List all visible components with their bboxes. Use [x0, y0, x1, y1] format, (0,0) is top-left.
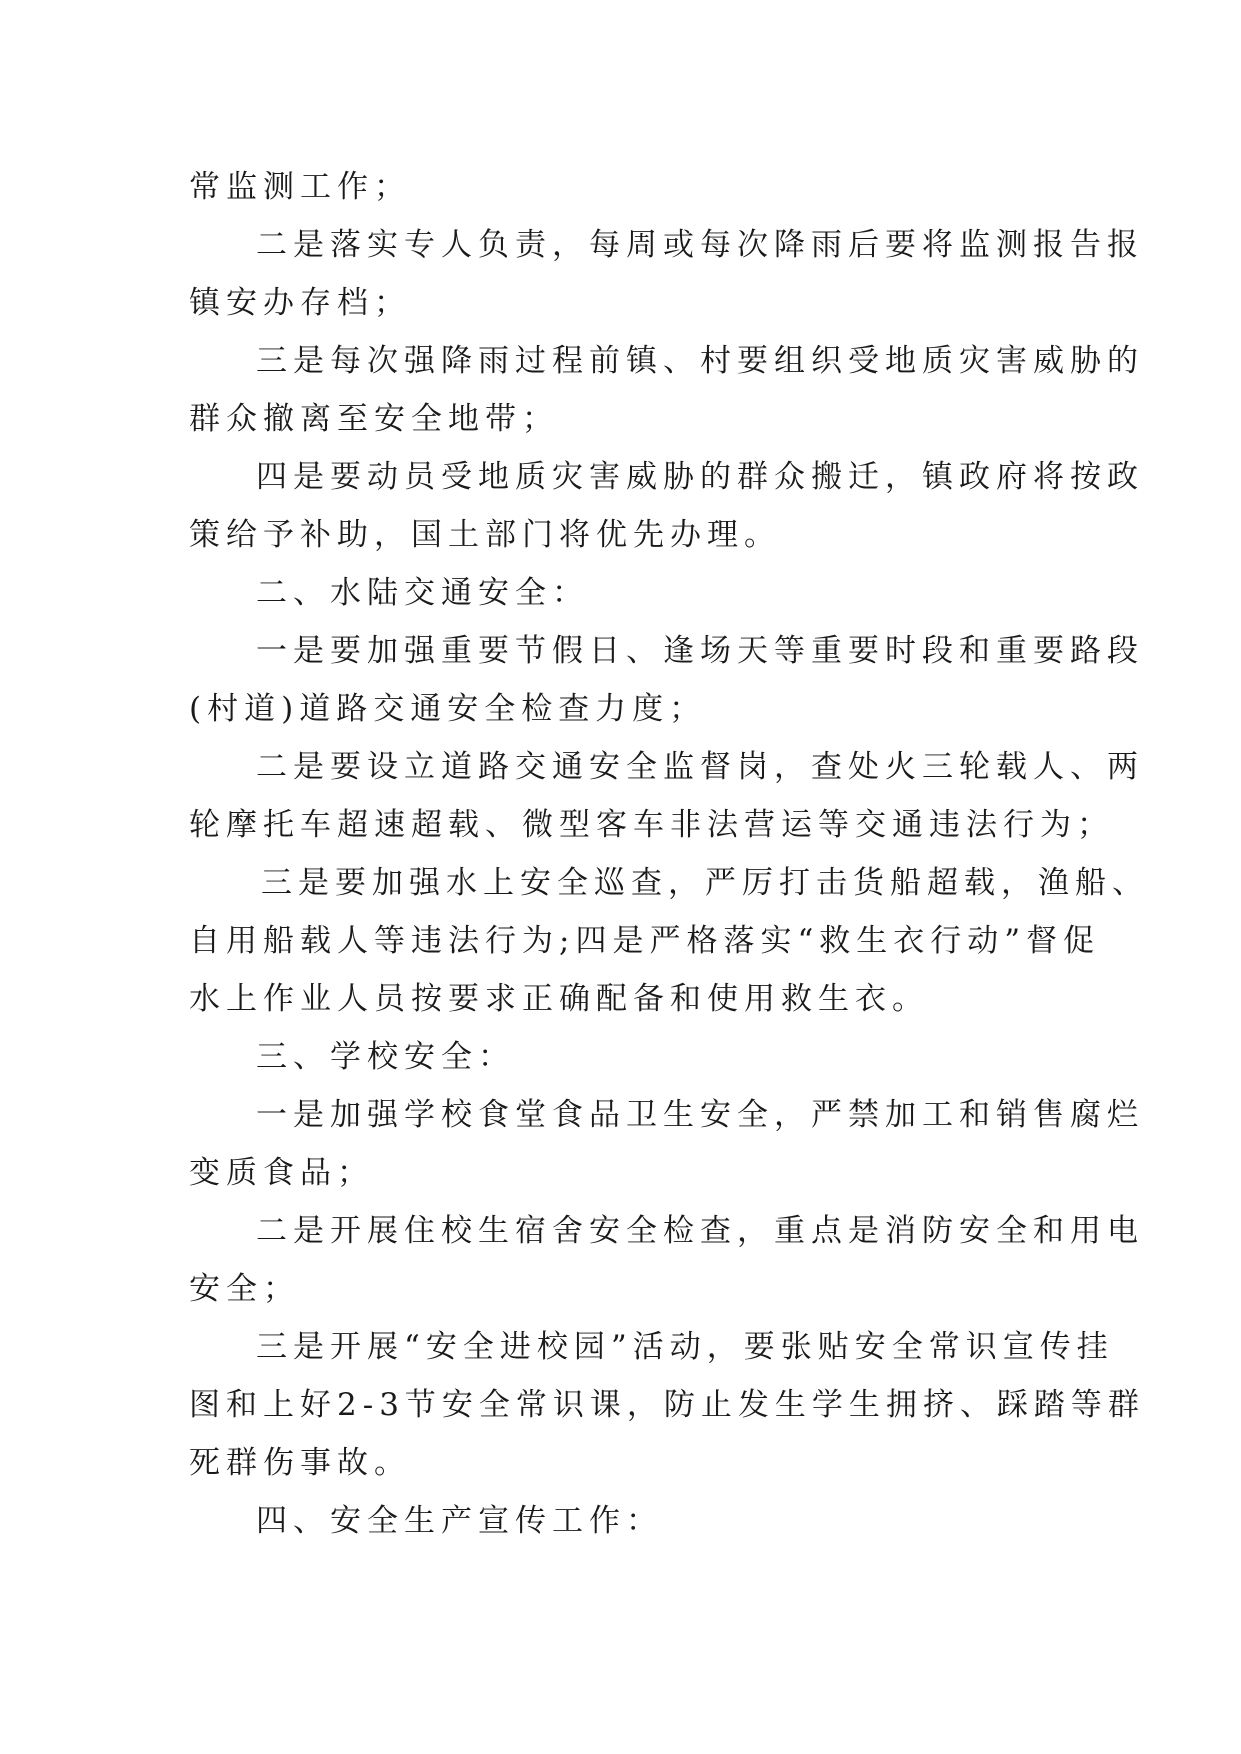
text-line: 二是落实专人负责，每周或每次降雨后要将监测报告报	[256, 227, 1144, 263]
text-line: 三是要加强水上安全巡查，严厉打击货船超载，渔船、	[261, 865, 1149, 901]
text-line: 一是要加强重要节假日、逢场天等重要时段和重要路段	[256, 633, 1144, 669]
text-line: 图和上好2-3节安全常识课，防止发生学生拥挤、踩踏等群	[189, 1387, 1145, 1423]
text-line: 二是开展住校生宿舍安全检查，重点是消防安全和用电	[256, 1213, 1144, 1249]
text-line: 一是加强学校食堂食品卫生安全，严禁加工和销售腐烂	[256, 1097, 1144, 1133]
text-line: 自用船载人等违法行为;四是严格落实“救生衣行动”督促	[189, 923, 1101, 959]
section-heading: 二、水陆交通安全：	[256, 575, 589, 611]
text-line: 水上作业人员按要求正确配备和使用救生衣。	[189, 981, 929, 1017]
text-line: 四是要动员受地质灾害威胁的群众搬迁，镇政府将按政	[256, 459, 1144, 495]
section-heading: 四、安全生产宣传工作：	[256, 1503, 663, 1539]
text-line: 轮摩托车超速超载、微型客车非法营运等交通违法行为；	[189, 807, 1114, 843]
text-line: 二是要设立道路交通安全监督岗，查处火三轮载人、两	[256, 749, 1144, 785]
text-line: 三是开展“安全进校园”活动，要张贴安全常识宣传挂	[256, 1329, 1114, 1365]
text-line: 常监测工作；	[189, 169, 411, 205]
document-body	[189, 158, 1149, 1550]
text-line: 死群伤事故。	[189, 1445, 411, 1481]
text-line: 策给予补助，国土部门将优先办理。	[189, 517, 781, 553]
section-heading: 三、学校安全：	[256, 1039, 515, 1075]
text-line: 群众撤离至安全地带；	[189, 401, 559, 437]
text-line: 镇安办存档；	[189, 285, 411, 321]
text-line: (村道)道路交通安全检查力度；	[189, 691, 707, 727]
text-line: 安全；	[189, 1271, 300, 1307]
text-line: 变质食品；	[189, 1155, 374, 1191]
text-line: 三是每次强降雨过程前镇、村要组织受地质灾害威胁的	[256, 343, 1144, 379]
